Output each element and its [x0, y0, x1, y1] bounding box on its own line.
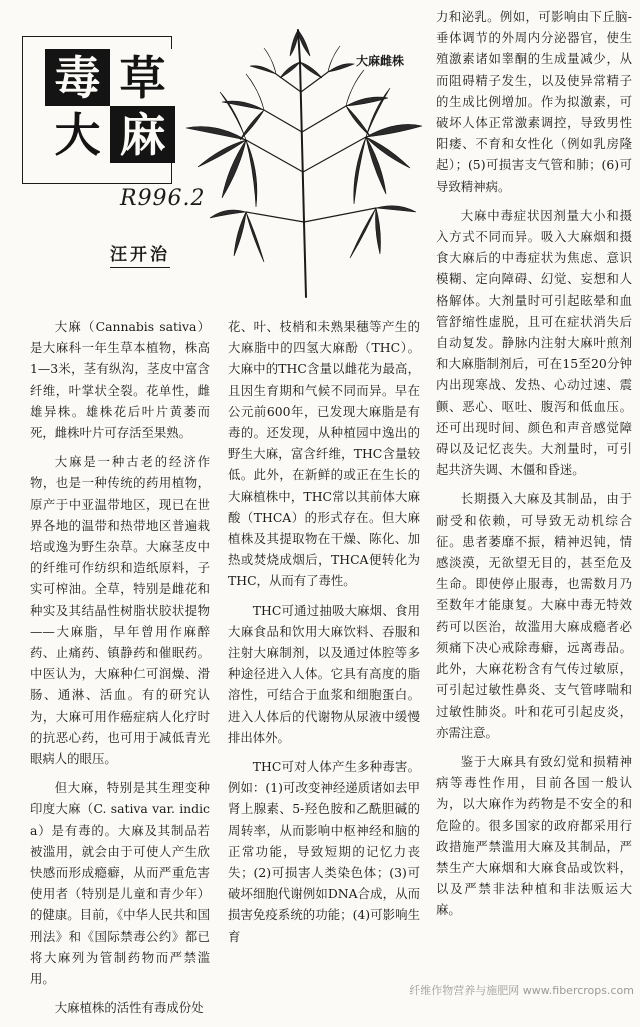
title-char-du: 毒 [45, 49, 110, 106]
text-column-2 [228, 316, 420, 955]
paragraph: THC可对人体产生多种毒害。例如：(1)可改变神经递质诸如去甲肾上腺素、5-羟色胺和乙酰胆碱的周转率，从而影响中枢神经和脑的正常功能，导致短期的记忆力丧失；(2)可损害人类染色体；(3)可破坏细胞代谢例如DNA合成，从而损害免疫系统的功能；(4)可影响生育 [228, 759, 420, 944]
text-column-3 [436, 6, 632, 929]
paragraph: 但大麻，特别是其生理变种印度大麻（C. sativa var. indica）是有毒的。大麻及其制品若被滥用，就会由于可使人产生欣快感而形成瘾癖，从而严重危害使用者（特别是儿童和青少年）的健康。目前，《中华人民共和国刑法》和《国际禁毒公约》都已将大麻列为管制药物而严禁滥用。 [30, 780, 210, 987]
plant-caption: 大麻雌株 [356, 54, 405, 68]
paragraph: 大麻中毒症状因剂量大小和摄入方式不同而异。吸入大麻烟和摄食大麻后的中毒症状为焦虑、意识模糊、定向障碍、幻觉、妄想和人格解体。大剂量时可引起眩晕和血管舒缩性虚脱，且可在症状消失后自动复发。静脉内注射大麻叶煎剂和大麻脂制剂后，可在15至20分钟内出现寒战、发热、心动过速、震颤、恶心、呕吐、腹泻和低血压。还可出现时间、颜色和声音感觉障碍以及记忆丧失。大剂量时，可引起共济失调、木僵和昏迷。 [436, 207, 632, 478]
title-char-da: 大 [45, 106, 110, 163]
paragraph: THC可通过抽吸大麻烟、食用大麻食品和饮用大麻饮料、吞服和注射大麻制剂，以及通过体腔等多种途径进入人体。它具有高度的脂溶性，可结合于血浆和细胞蛋白。进入人体后的代谢物从尿液中缓慢排出体外。 [228, 602, 420, 745]
author-name: 汪开治 [110, 240, 170, 268]
site-watermark: 纤维作物营养与施肥网 www.fibercrops.com [409, 984, 634, 997]
paragraph: 鉴于大麻具有致幻觉和损精神病等毒性作用，目前各国一般认为，以大麻作为药物是不安全的和危险的。很多国家的政府都采用行政措施严禁滥用大麻及其制品，严禁生产大麻烟和大麻食品或饮料，以及严禁非法种植和非法贩运大麻。 [436, 753, 632, 918]
text-column-1 [30, 316, 210, 1027]
paragraph: 花、叶、枝梢和未熟果穗等产生的大麻脂中的四氢大麻酚（THC）。大麻中的THC含量以雌花为最高，且因生育期和气候不同而异。早在公元前600年，已发现大麻脂是有毒的。还发现，从种植园中逸出的野生大麻，富含纤维，THC含量较低。此外，在新鲜的或正在生长的大麻植株中，THC常以其前体大麻酸（THCA）的形式存在。但大麻植株及其提取物在干燥、陈化、加热或焚烧成烟后，THCA便转化为THC，从而有了毒性。 [228, 319, 420, 589]
paragraph: 力和泌乳。例如，可影响由下丘脑-垂体调节的外周内分泌器官，使生殖激素诸如睾酮的生成量减少，从而阻碍精子发生，以及使异常精子的生成比例增加。作为拟激素，可破坏人体正常激素调控，导致男性阳痿、不育和女性化（例如乳房隆起）；(5)可损害支气管和肺；(6)可导致精神病。 [436, 9, 632, 194]
title-char-ma: 麻 [110, 106, 175, 163]
paragraph: 大麻是一种古老的经济作物，也是一种传统的药用植物，原产于中亚温带地区，现已在世界各地的温带和热带地区普遍栽培或逸为野生杂草。大麻茎皮中的纤维可作纺织和造纸原料，子实可榨油。全草，特别是雌花和种实及其结晶性树脂状胶状提物——大麻脂，早年曾用作麻醉药、止痛药、镇静药和催眠药。中医认为，大麻种仁可润燥、滑肠、通淋、活血。有的研究认为，大麻可用作癌症病人化疗时的抗恶心药，也可用于减低青光眼病人的眼压。 [30, 454, 210, 767]
title-frame [22, 36, 172, 184]
title-char-cao: 草 [110, 49, 175, 106]
paragraph: 大麻（Cannabis sativa）是大麻科一年生草本植物，株高1—3米，茎有纵沟，茎皮中富含纤维，叶掌状全裂。花单性，雌雄异株。雄株花后叶片黄萎而死，雌株叶片可存活至果熟。 [30, 319, 210, 441]
handwritten-call-number: R996.2 [120, 186, 206, 211]
paragraph: 长期摄入大麻及其制品，由于耐受和依赖，可导致无动机综合征。患者萎靡不振，精神迟钝，情感淡漠，无欲望无目的，甚至危及生命。即使停止服毒，也需数月乃至数年才能康复。大麻中毒无特效药可以医治，故滥用大麻成瘾者必须痛下决心戒除毒癖，远离毒品。此外，大麻花粉含有气传过敏原，可引起过敏性鼻炎、支气管哮喘和过敏性肺炎。叶和花可引起皮炎，亦需注意。 [436, 491, 632, 740]
paragraph: 大麻植株的活性有毒成份处 [54, 1000, 204, 1016]
article-title [45, 49, 175, 163]
